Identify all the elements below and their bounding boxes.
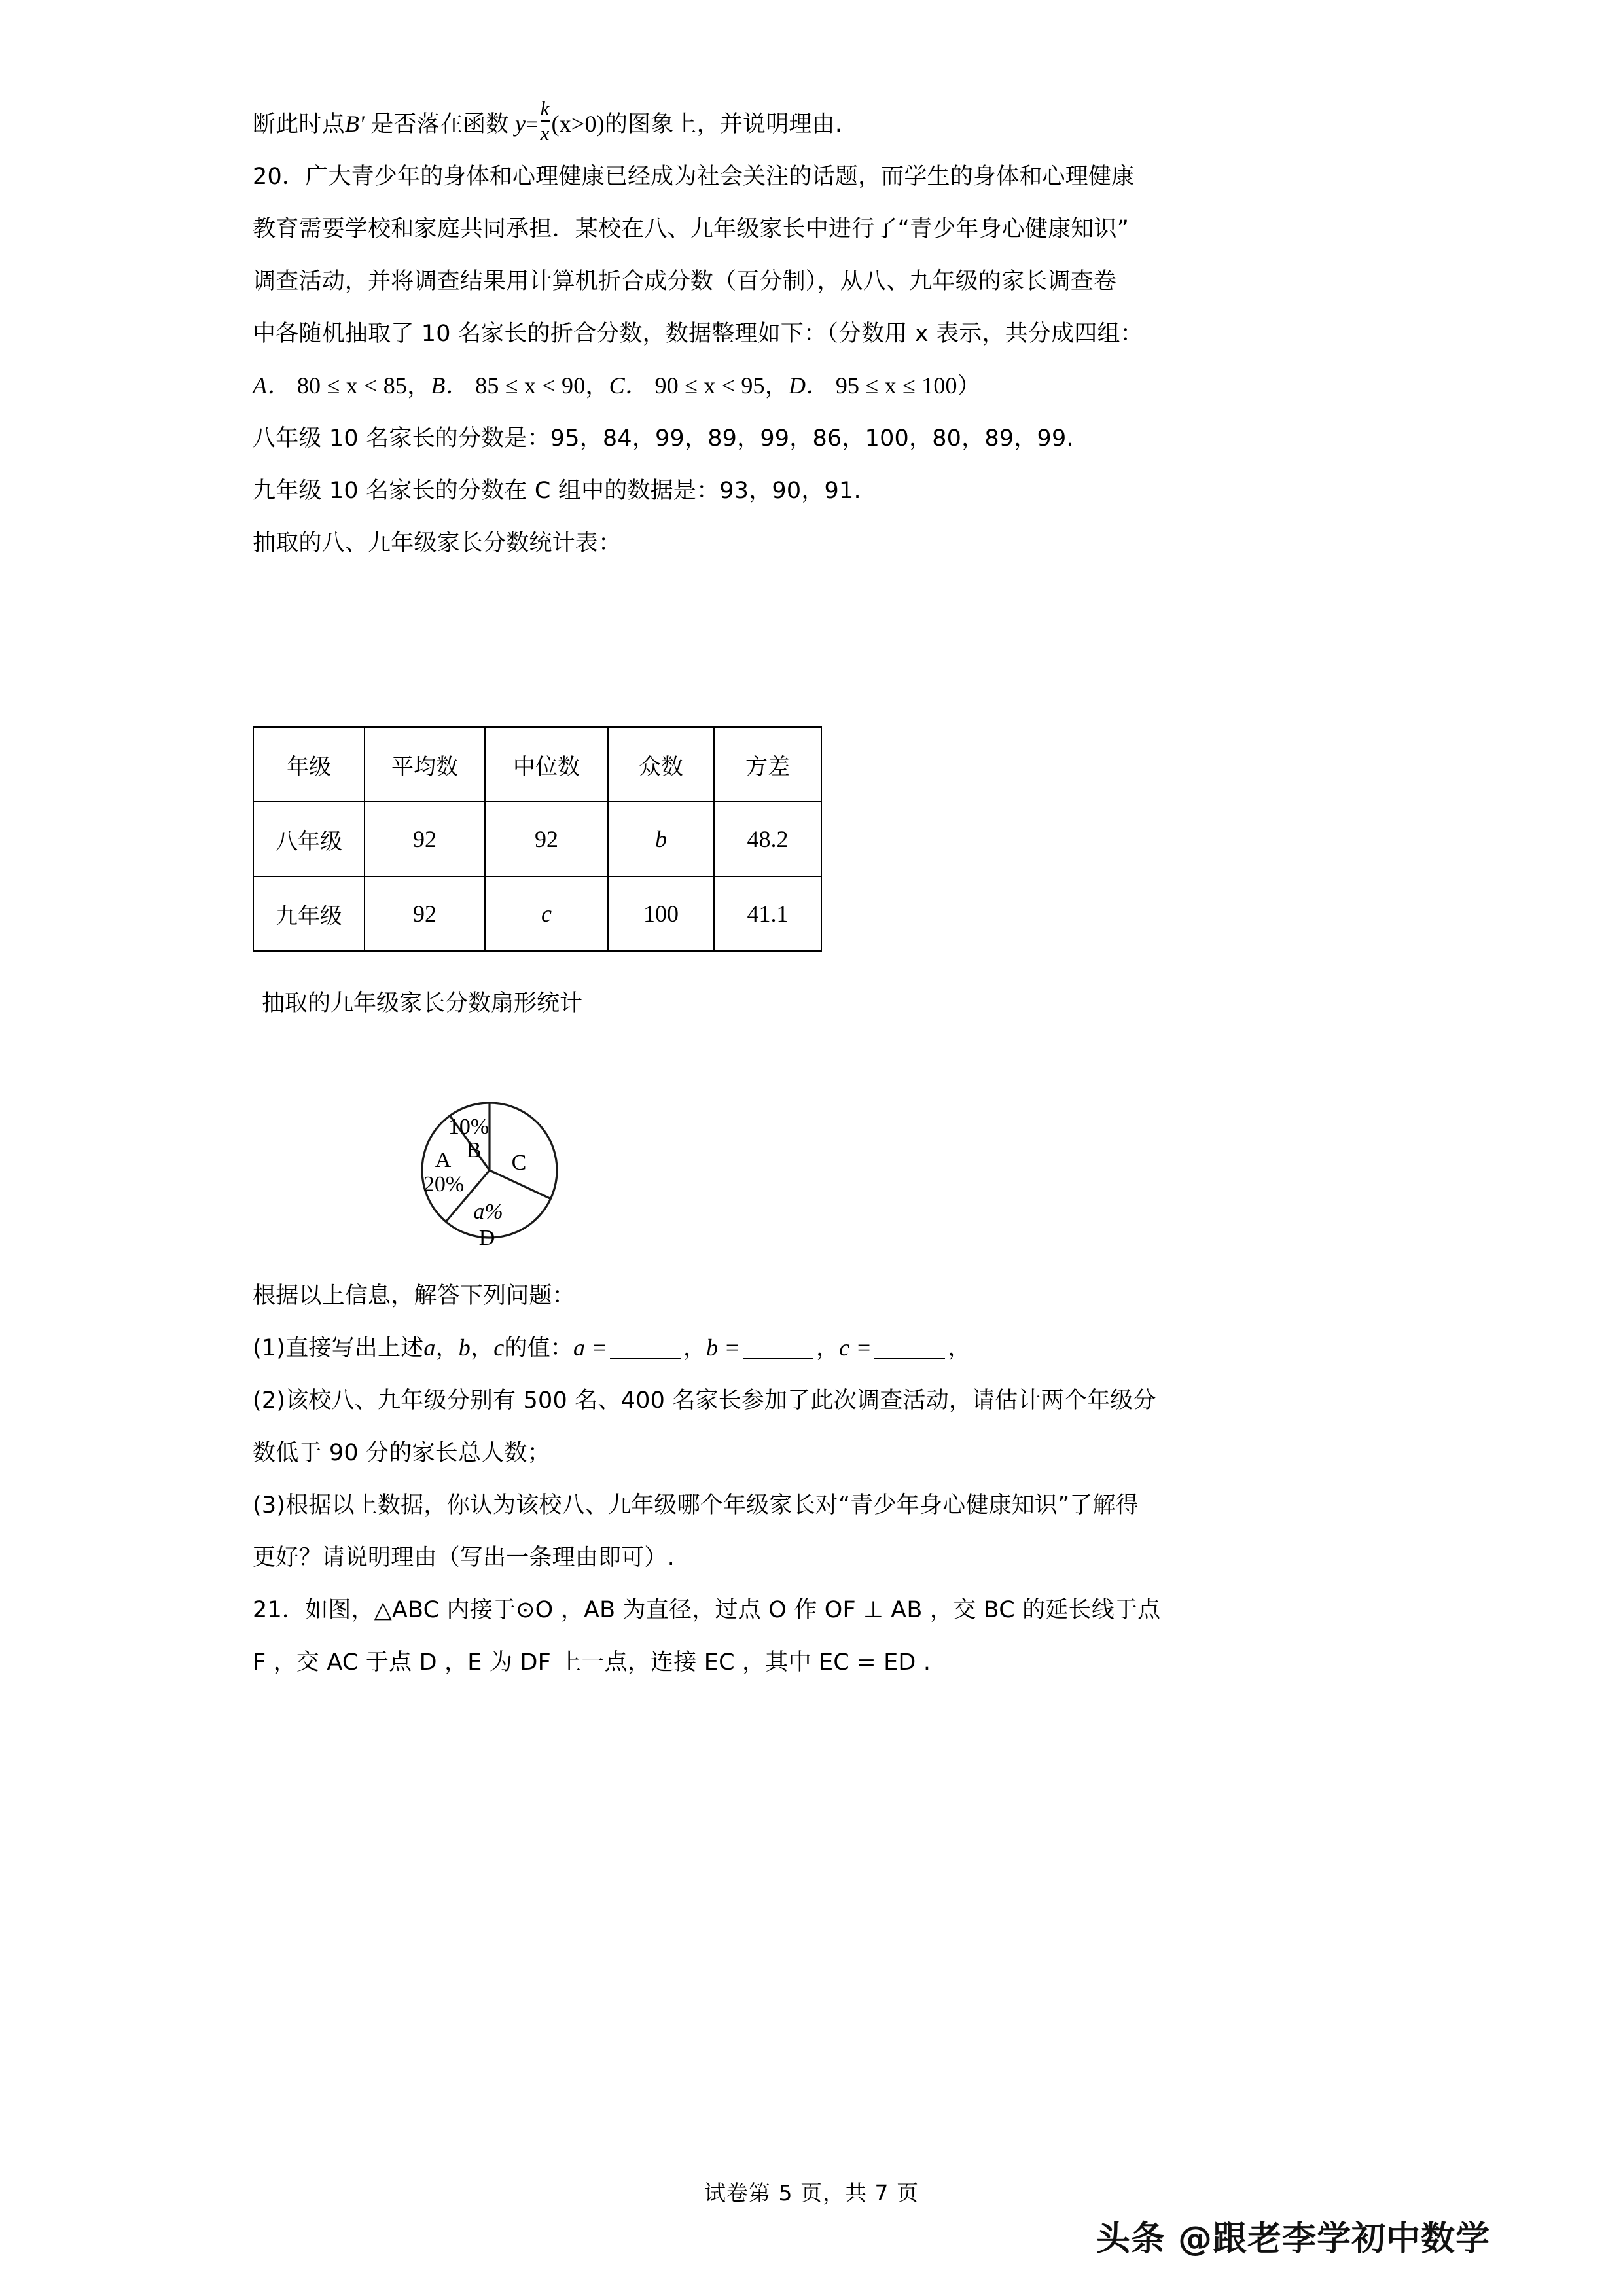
row1-mean-value: 92 (413, 826, 437, 852)
row1-variance (714, 802, 821, 876)
q21-number: 21． (253, 1597, 306, 1623)
group-d-label: D． (788, 372, 830, 399)
header-mode: 众数 (608, 727, 714, 802)
row2-grade: 九年级 (253, 876, 365, 951)
q20-sub3-text-1: (3)根据以上数据，你认为该校八、九年级哪个年级家长对“青少年身心健康知识”了解得 (253, 1492, 1139, 1518)
answer-blank-b[interactable] (743, 1338, 813, 1359)
q20-sub1-var-a: a (423, 1335, 436, 1361)
pie-slice-a-label: A (435, 1148, 452, 1172)
q20-answer-a-eq: a = (573, 1335, 607, 1361)
q19-prefix: 断此时点 (253, 111, 345, 137)
header-grade: 年级 (253, 727, 365, 802)
pie-slice-c-label: C (511, 1151, 527, 1175)
group-a-label: A． (253, 372, 291, 399)
q21-line-1 (253, 1584, 1404, 1636)
statistics-table (253, 726, 822, 952)
q20-sub1-line (253, 1322, 1404, 1374)
q19-suffix: 的图象上，并说明理由. (604, 111, 843, 137)
group-c-label: C． (609, 372, 649, 399)
q20-text-1: 广大青少年的身体和心理健康已经成为社会关注的话题，而学生的身体和心理健康 (305, 164, 1135, 190)
q20-sub1-comma-2: ， (816, 1335, 840, 1361)
q20-sub1-sep-2: ， (471, 1335, 494, 1361)
header-median: 中位数 (485, 727, 608, 802)
answer-blank-a[interactable] (610, 1338, 681, 1359)
q20-line-3 (253, 255, 1404, 308)
watermark-logo: 头条 @跟老李学初中数学 (1096, 2219, 1491, 2259)
row1-grade: 八年级 (253, 802, 365, 876)
stats-table-caption-text: 抽取的八、九年级家长分数统计表： (253, 530, 622, 556)
q20-sub1-var-b: b (458, 1335, 471, 1361)
stats-table-caption (253, 517, 1404, 569)
row2-variance-value: 41.1 (747, 901, 789, 927)
table-row (253, 876, 821, 951)
row1-variance-value: 48.2 (747, 826, 789, 852)
row2-median-value: c (541, 901, 552, 927)
row2-mean-value: 92 (413, 901, 437, 927)
q20-sub2-text-1: (2)该校八、九年级分别有 500 名、400 名家长参加了此次调查活动，请估计两个年级分 (253, 1388, 1156, 1414)
q20-text-3: 调查活动，并将调查结果用计算机折合成分数（百分制），从八、九年级的家长调查卷 (253, 268, 1117, 295)
grade9-data-line (253, 465, 1404, 517)
group-d-range: 95 ≤ x ≤ 100 (835, 372, 957, 399)
q21-line-2 (253, 1636, 1404, 1689)
row1-median-value: 92 (535, 826, 558, 852)
grade8-data-line (253, 412, 1404, 465)
q20-answer-b-eq: b = (706, 1335, 741, 1361)
row2-mean (365, 876, 485, 951)
row1-mode (608, 802, 714, 876)
q20-sub3-line-1 (253, 1479, 1404, 1532)
fraction-denominator: x (540, 122, 550, 145)
q21-text-1: 如图，△ABC 内接于⊙O ，AB 为直径，过点 O 作 OF ⊥ AB ，交 BC 的延长线于点 (305, 1597, 1161, 1623)
group-c-range: 90 ≤ x < 95 (654, 372, 765, 399)
q20-answer-c-eq: c = (839, 1335, 872, 1361)
q20-number: 20． (253, 164, 306, 190)
q20-line-1 (253, 151, 1404, 203)
table-header-row (253, 727, 821, 802)
q20-sub3-text-2: 更好？请说明理由（写出一条理由即可）. (253, 1545, 675, 1571)
group-b-range: 85 ≤ x < 90 (475, 372, 586, 399)
pie-slice-b-value: 10% (448, 1115, 490, 1139)
q20-sub1-comma-3: ， (948, 1335, 971, 1361)
q20-sub1-comma-1: ， (683, 1335, 707, 1361)
q19-point-b-prime: B' (344, 111, 365, 137)
group-close-paren: ） (957, 373, 980, 399)
fraction-numerator: k (540, 97, 550, 120)
q21-text-2: F ，交 AC 于点 D ，E 为 DF 上一点，连接 EC ，其中 EC = ED . (253, 1649, 931, 1676)
q20-sub1-prefix: (1)直接写出上述 (253, 1335, 424, 1361)
group-a-range: 80 ≤ x < 85 (296, 372, 408, 399)
pie-slice-b-label: B (466, 1138, 482, 1162)
q20-sub3-line-2 (253, 1532, 1404, 1584)
pie-chart-svg (412, 1093, 569, 1250)
q19-equals: = (526, 113, 539, 137)
q19-tail-line (253, 98, 1404, 151)
q20-line-2 (253, 203, 1404, 255)
grade8-data-text: 八年级 10 名家长的分数是：95，84，99，89，99，86，100，80，89，99. (253, 425, 1074, 452)
row1-mean (365, 802, 485, 876)
q20-prompt-text: 根据以上信息，解答下列问题： (253, 1283, 575, 1309)
q20-prompt-line (253, 1270, 1404, 1322)
q20-groups-line: A． 80 ≤ x < 85，B． 85 ≤ x < 90，C． 90 ≤ x < 95，D． 95 ≤ x ≤ 100） (253, 372, 980, 399)
q20-sub2-line-2 (253, 1427, 1404, 1479)
group-b-label: B． (431, 372, 469, 399)
answer-blank-c[interactable] (874, 1338, 945, 1359)
document-body-lower (253, 1270, 1404, 1689)
q20-sub1-sep-1: ， (435, 1335, 459, 1361)
row2-mode-value: 100 (643, 901, 679, 927)
q20-sub1-mid: 的值： (504, 1335, 573, 1361)
q19-condition: (x>0) (551, 111, 605, 137)
row1-mode-value: b (655, 826, 667, 852)
q20-sub2-line-1 (253, 1374, 1404, 1427)
q20-text-2: 教育需要学校和家庭共同承担．某校在八、九年级家长中进行了“青少年身心健康知识” (253, 216, 1130, 242)
header-mean: 平均数 (365, 727, 485, 802)
page-number-footer: 试卷第 5 页，共 7 页 (704, 2180, 919, 2206)
q20-sub2-text-2: 数低于 90 分的家长总人数； (253, 1440, 550, 1466)
q20-text-4: 中各随机抽取了 10 名家长的折合分数，数据整理如下：（分数用 x 表示，共分成四组： (253, 321, 1143, 347)
row2-mode (608, 876, 714, 951)
pie-chart (412, 1093, 569, 1250)
q20-line-4 (253, 308, 1404, 360)
table-row (253, 802, 821, 876)
pie-slice-d-label: D (478, 1226, 495, 1250)
document-body (253, 98, 1404, 569)
header-variance: 方差 (714, 727, 821, 802)
pie-slice-a-value: 20% (423, 1172, 465, 1196)
row2-variance (714, 876, 821, 951)
fraction-k-over-x (541, 98, 550, 143)
pie-slice-d-value: a% (473, 1200, 503, 1224)
q19-mid: 是否落在函数 (370, 111, 509, 137)
pie-chart-caption: 抽取的九年级家长分数扇形统计 (262, 990, 583, 1016)
q19-y: y (515, 111, 526, 137)
q20-sub1-var-c: c (493, 1335, 505, 1361)
grade9-data-text: 九年级 10 名家长的分数在 C 组中的数据是：93，90，91. (253, 478, 861, 504)
row2-median (485, 876, 608, 951)
row1-median (485, 802, 608, 876)
